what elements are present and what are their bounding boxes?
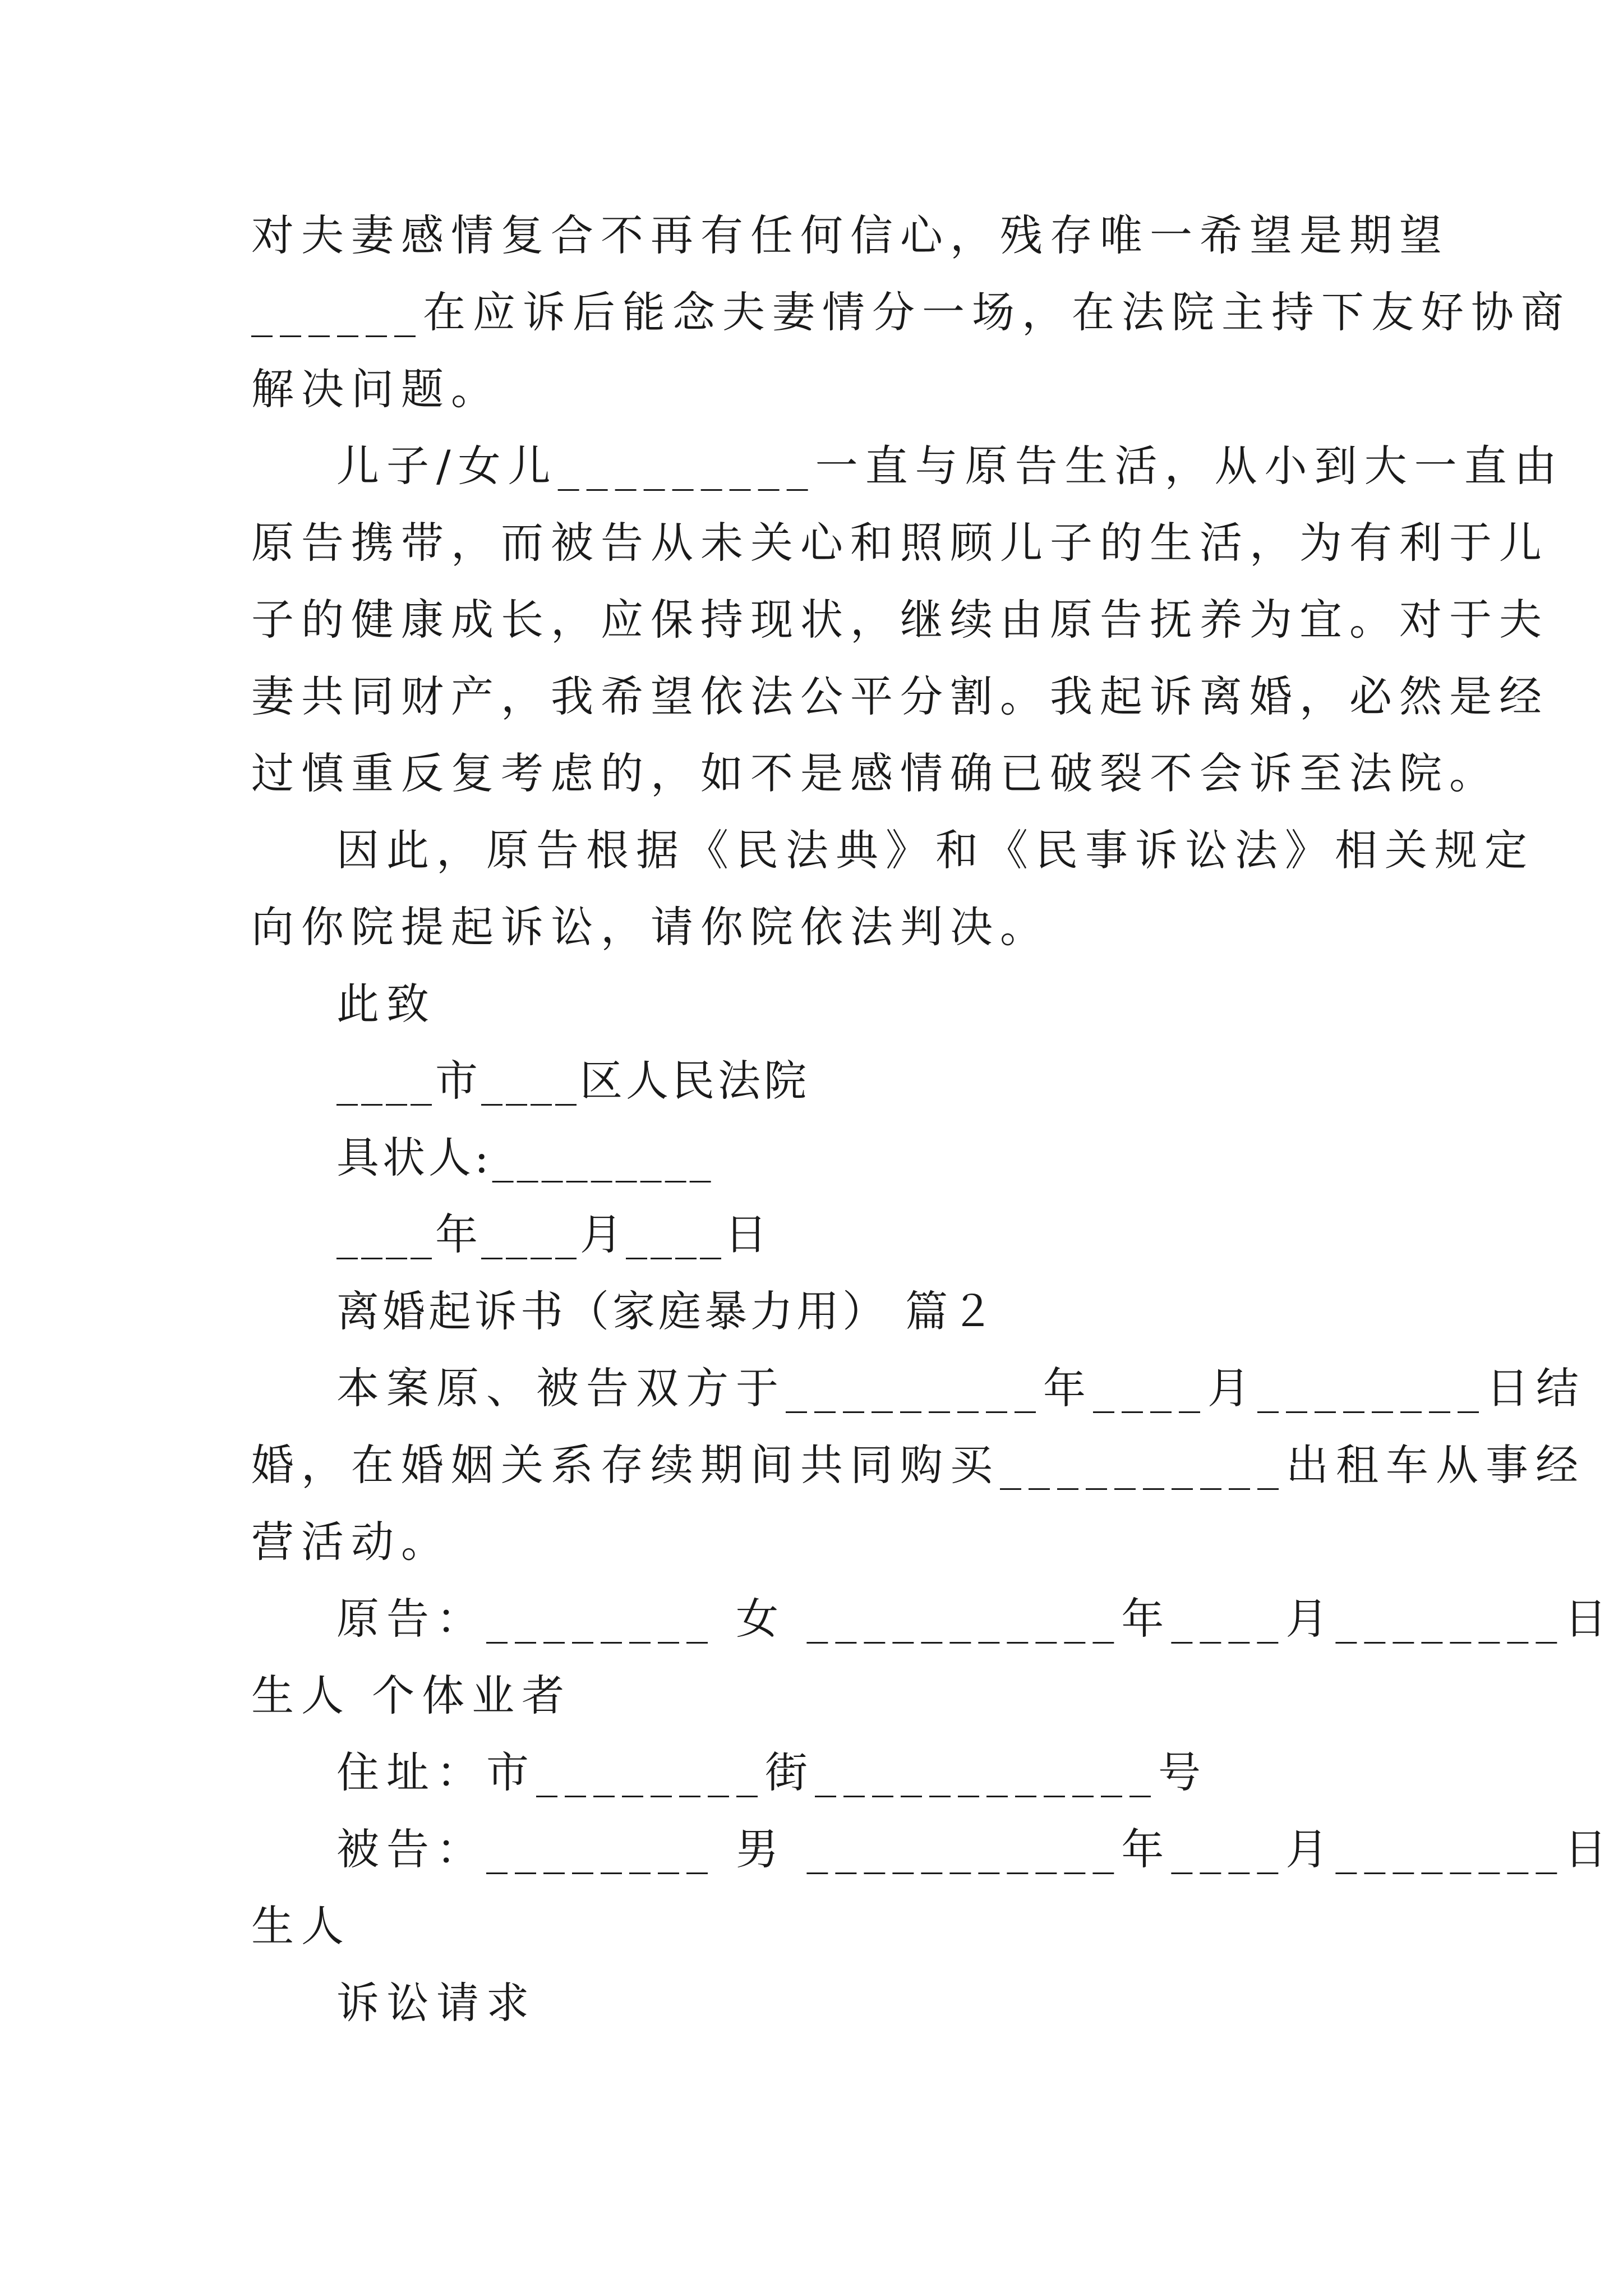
court-addressee: ____市____区人民法院 <box>336 1056 810 1106</box>
date-line: ____年____月____日 <box>336 1209 771 1259</box>
body-line-3: 解决问题。 <box>251 364 501 414</box>
section-heading: 离婚起诉书（家庭暴力用） 篇２ <box>336 1286 998 1336</box>
body-line-8: 过慎重反复考虑的，如不是感情确已破裂不会诉至法院。 <box>251 748 1499 798</box>
body-line-17: 婚，在婚姻关系存续期间共同购买__________出租车从事经 <box>251 1440 1585 1490</box>
address-line: 住址：市________街____________号 <box>336 1747 1208 1797</box>
body-line-9: 因此，原告根据《民法典》和《民事诉讼法》相关规定 <box>336 825 1534 875</box>
body-line-4: 儿子/女儿_________一直与原告生活，从小到大一直由 <box>336 441 1564 491</box>
defendant-birth-suffix: 生人 <box>251 1901 351 1951</box>
body-line-2: ______在应诉后能念夫妻情分一场，在法院主持下友好协商 <box>251 287 1571 337</box>
body-line-5: 原告携带，而被告从未关心和照顾儿子的生活，为有利于儿 <box>251 518 1549 568</box>
closing-salutation: 此致 <box>336 979 436 1029</box>
body-line-10: 向你院提起诉讼，请你院依法判决。 <box>251 902 1050 952</box>
body-line-18: 营活动。 <box>251 1517 451 1567</box>
signatory-line: 具状人:_________ <box>336 1133 714 1182</box>
body-line-1: 对夫妻感情复合不再有任何信心，残存唯一希望是期望 <box>251 210 1449 260</box>
defendant-line: 被告：________ 男 ___________年____月________日 <box>336 1824 1615 1874</box>
plaintiff-line: 原告：________ 女 ___________年____月________日 <box>336 1594 1615 1644</box>
body-line-7: 妻共同财产，我希望依法公平分割。我起诉离婚，必然是经 <box>251 671 1549 721</box>
claims-heading: 诉讼请求 <box>336 1978 536 2028</box>
body-line-16: 本案原、被告双方于_________年____月________日结 <box>336 1363 1586 1413</box>
plaintiff-occupation: 生人 个体业者 <box>251 1671 572 1720</box>
body-line-6: 子的健康成长，应保持现状，继续由原告抚养为宜。对于夫 <box>251 595 1549 645</box>
